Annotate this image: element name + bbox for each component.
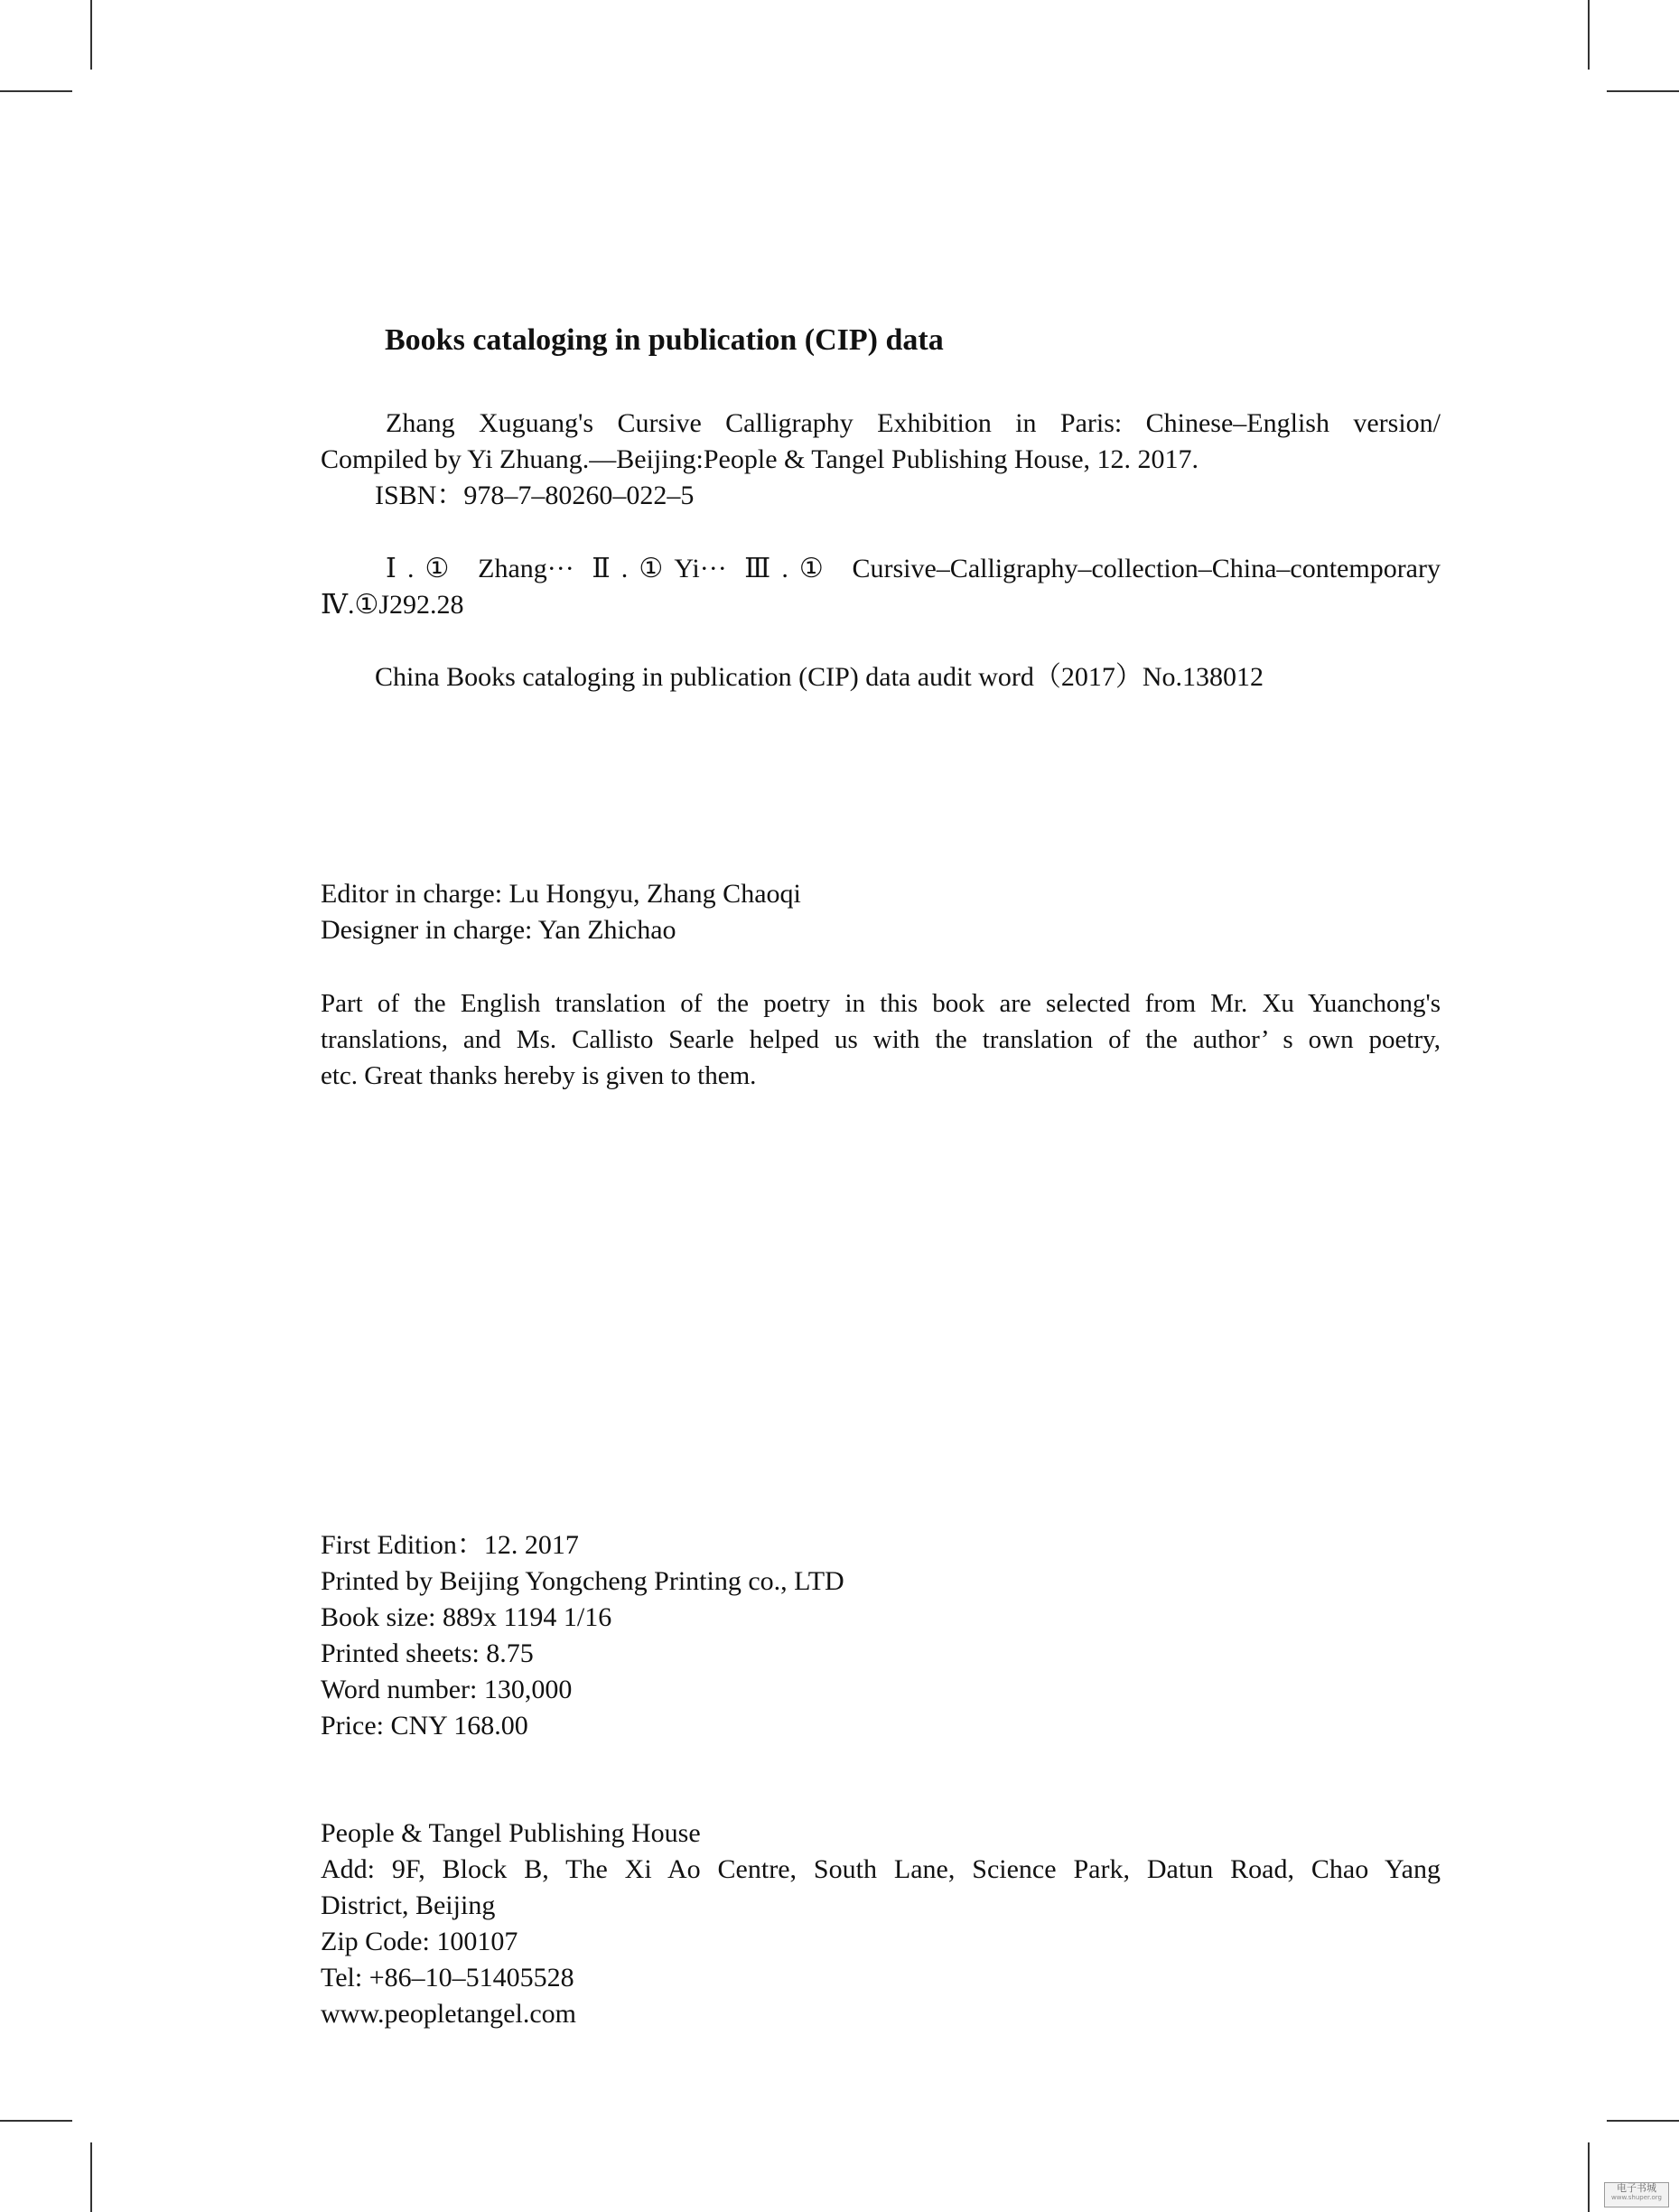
publisher-info: [321, 1815, 1441, 2032]
crop-mark-top-left-vertical: [90, 0, 92, 70]
crop-mark-bottom-left-vertical: [90, 2142, 92, 2212]
acknowledgement-line: Part of the English translation of the poetry in this book are selected from Mr. Xu Yuanchong's: [321, 989, 1441, 1018]
cip-record: [321, 406, 1441, 514]
crop-mark-top-right-vertical: [1588, 0, 1590, 70]
crop-mark-bottom-left-horizontal: [0, 2120, 72, 2122]
acknowledgement-line: etc. Great thanks hereby is given to them.: [321, 1061, 757, 1090]
acknowledgement: [321, 985, 1441, 1094]
page-title: Books cataloging in publication (CIP) data: [385, 323, 944, 357]
edition-info: [321, 1527, 1441, 1744]
credits: [321, 876, 1441, 948]
crop-mark-top-left-horizontal: [0, 90, 72, 92]
telephone: Tel: +86–10–51405528: [321, 1963, 574, 1993]
cip-compiler-line: Compiled by Yi Zhuang.––Beijing:People & Tangel Publishing House, 12. 2017.: [321, 444, 1199, 474]
designer-in-charge: Designer in charge: Yan Zhichao: [321, 915, 676, 945]
word-number: Word number: 130,000: [321, 1675, 573, 1704]
zip-code: Zip Code: 100107: [321, 1927, 518, 1956]
classification-number: Ⅳ.①J292.28: [321, 590, 464, 620]
website: www.peopletangel.com: [321, 1999, 576, 2029]
book-size: Book size: 889x 1194 1/16: [321, 1602, 612, 1632]
publisher-name: People & Tangel Publishing House: [321, 1818, 701, 1848]
printed-sheets: Printed sheets: 8.75: [321, 1638, 534, 1668]
audit-word: China Books cataloging in publication (CIP) data audit word（2017）No.138012: [375, 662, 1264, 692]
crop-mark-bottom-right-vertical: [1588, 2142, 1590, 2212]
cip-classification: [321, 551, 1441, 623]
price: Price: CNY 168.00: [321, 1711, 528, 1741]
crop-mark-bottom-right-horizontal: [1607, 2120, 1679, 2122]
watermark-brand: 电子书城: [1617, 2182, 1656, 2194]
cip-audit: [321, 659, 1441, 695]
acknowledgement-line: translations, and Ms. Callisto Searle helped us with the translation of the author’ s own poetry,: [321, 1025, 1441, 1054]
watermark-stamp: [1604, 2182, 1669, 2207]
first-edition: First Edition：12. 2017: [321, 1530, 579, 1560]
printer: Printed by Beijing Yongcheng Printing co., LTD: [321, 1566, 844, 1596]
publisher-address-continued: District, Beijing: [321, 1890, 496, 1920]
watermark-url: www.shuper.org: [1611, 2194, 1662, 2201]
publisher-address: Add: 9F, Block B, The Xi Ao Centre, South Lane, Science Park, Datun Road, Chao Yang: [321, 1854, 1441, 1884]
editor-in-charge: Editor in charge: Lu Hongyu, Zhang Chaoqi: [321, 879, 801, 909]
crop-mark-top-right-horizontal: [1607, 90, 1679, 92]
isbn: ISBN：978–7–80260–022–5: [375, 481, 695, 510]
cip-title-line: Zhang Xuguang's Cursive Calligraphy Exhibition in Paris: Chinese–English version/: [386, 408, 1441, 438]
classification-line: Ⅰ.① Zhang··· Ⅱ.①Yi··· Ⅲ.① Cursive–Calligraphy–collection–China–contemporary: [386, 554, 1441, 583]
